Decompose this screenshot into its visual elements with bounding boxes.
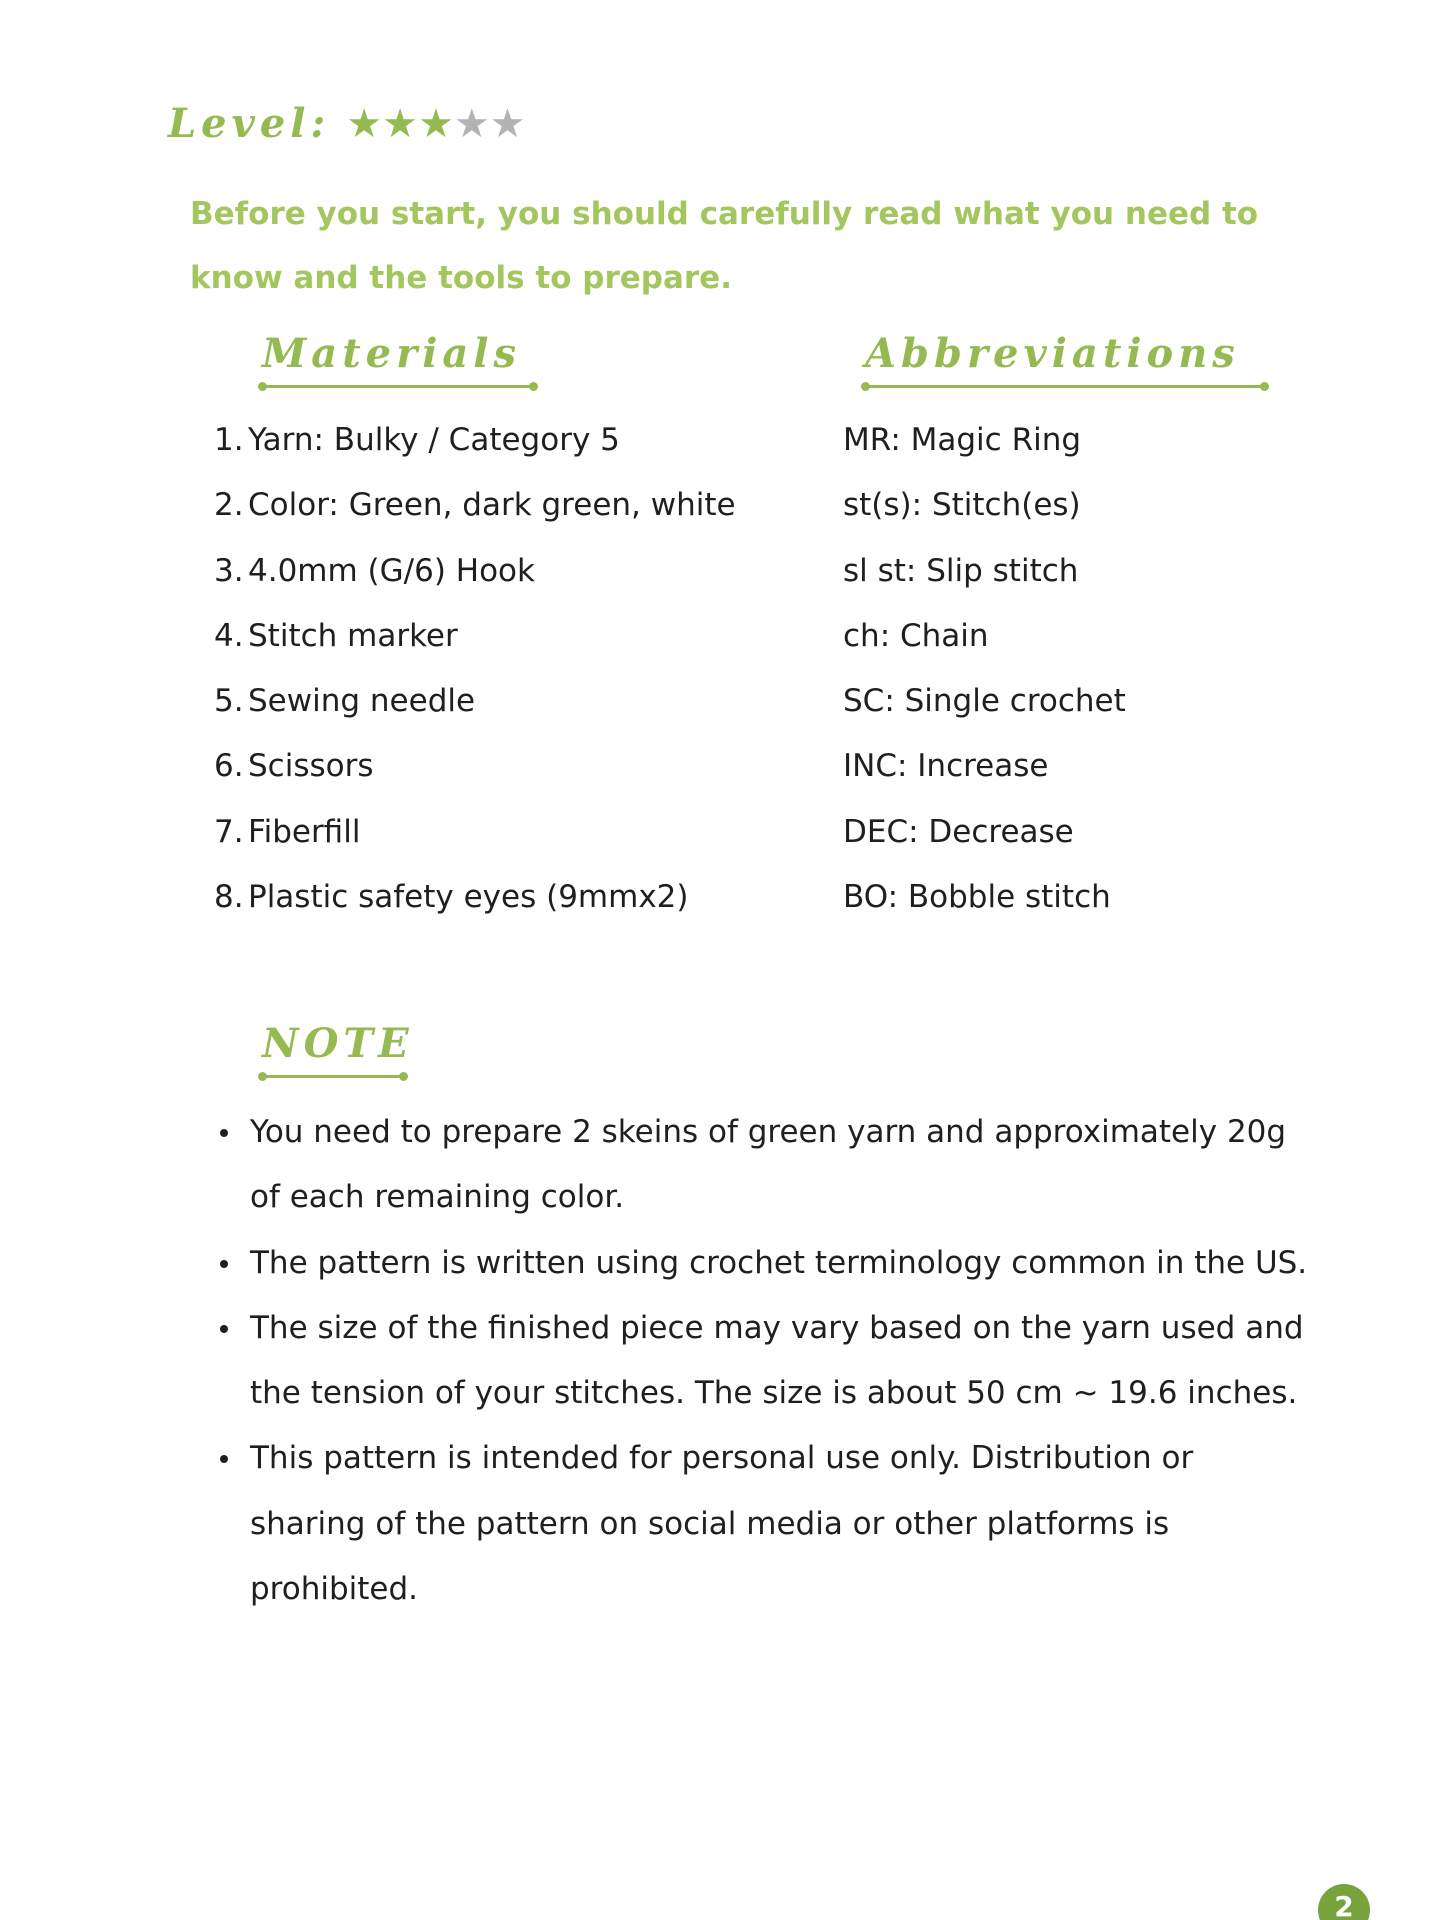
item-number: 6. bbox=[214, 748, 244, 785]
list-item: This pattern is intended for personal use only. Distribution or sharing of the pattern on social media or other platforms is prohibited. bbox=[214, 1426, 1314, 1622]
item-text: Sewing needle bbox=[248, 683, 476, 720]
intro-text: Before you start, you should carefully read what you need to know and the tools to prepare. bbox=[190, 196, 1259, 296]
abbreviations-heading bbox=[865, 330, 1265, 388]
list-item: SC: Single crochet bbox=[843, 683, 1126, 720]
item-text: Yarn: Bulky / Category 5 bbox=[248, 422, 620, 458]
materials-list bbox=[214, 408, 814, 930]
notes-list bbox=[214, 1100, 1314, 1622]
star-empty-icon: ★ bbox=[453, 100, 490, 147]
materials-heading bbox=[262, 330, 534, 388]
note-title: NOTE bbox=[262, 1020, 414, 1067]
item-number: 7. bbox=[214, 813, 244, 850]
item-number: 3. bbox=[214, 552, 244, 589]
star-filled-icon: ★ bbox=[382, 100, 418, 147]
level-stars bbox=[346, 100, 526, 147]
note-heading bbox=[262, 1020, 414, 1078]
level-label: Level: bbox=[168, 100, 331, 147]
item-text: Stitch marker bbox=[248, 617, 458, 654]
difficulty-level bbox=[168, 100, 526, 147]
item-text: Fiberfill bbox=[248, 813, 361, 850]
item-number: 5. bbox=[214, 683, 244, 720]
list-item bbox=[214, 865, 814, 930]
star-filled-icon: ★ bbox=[417, 100, 454, 147]
item-number: 2. bbox=[214, 487, 244, 524]
item-number: 4. bbox=[214, 617, 244, 654]
list-item: ch: Chain bbox=[843, 617, 989, 654]
item-text: 4.0mm (G/6) Hook bbox=[248, 552, 535, 589]
list-item: MR: Magic Ring bbox=[843, 422, 1082, 458]
item-text: Color: Green, dark green, white bbox=[248, 487, 736, 524]
item-text: Plastic safety eyes (9mmx2) bbox=[248, 879, 689, 916]
abbreviations-underline bbox=[865, 385, 1265, 388]
list-item bbox=[214, 669, 814, 734]
list-item bbox=[214, 604, 814, 669]
abbreviations-title: Abbreviations bbox=[865, 330, 1240, 377]
list-item bbox=[214, 734, 814, 799]
materials-underline bbox=[262, 385, 534, 388]
star-empty-icon: ★ bbox=[489, 100, 526, 147]
note-underline bbox=[262, 1075, 404, 1078]
item-number: 1. bbox=[214, 422, 244, 458]
page-number-badge: 2 bbox=[1318, 1884, 1370, 1920]
list-item bbox=[214, 539, 814, 604]
list-item: You need to prepare 2 skeins of green yarn and approximately 20g of each remaining color. bbox=[214, 1100, 1314, 1231]
list-item: The size of the finished piece may vary based on the yarn used and the tension of your stitches. The size is about 50 cm ~ 19.6 inches. bbox=[214, 1296, 1314, 1427]
item-text: Scissors bbox=[248, 748, 374, 785]
materials-title: Materials bbox=[262, 330, 522, 377]
list-item: BO: Bobble stitch bbox=[843, 879, 1111, 916]
list-item: INC: Increase bbox=[843, 748, 1049, 785]
list-item bbox=[214, 800, 814, 865]
item-number: 8. bbox=[214, 879, 244, 916]
list-item: st(s): Stitch(es) bbox=[843, 487, 1081, 524]
list-item bbox=[214, 408, 814, 473]
list-item bbox=[214, 473, 814, 538]
abbreviations-list bbox=[843, 408, 1363, 930]
list-item: sl st: Slip stitch bbox=[843, 552, 1079, 589]
list-item: DEC: Decrease bbox=[843, 813, 1074, 850]
star-filled-icon: ★ bbox=[346, 100, 383, 147]
list-item: The pattern is written using crochet terminology common in the US. bbox=[214, 1231, 1314, 1296]
